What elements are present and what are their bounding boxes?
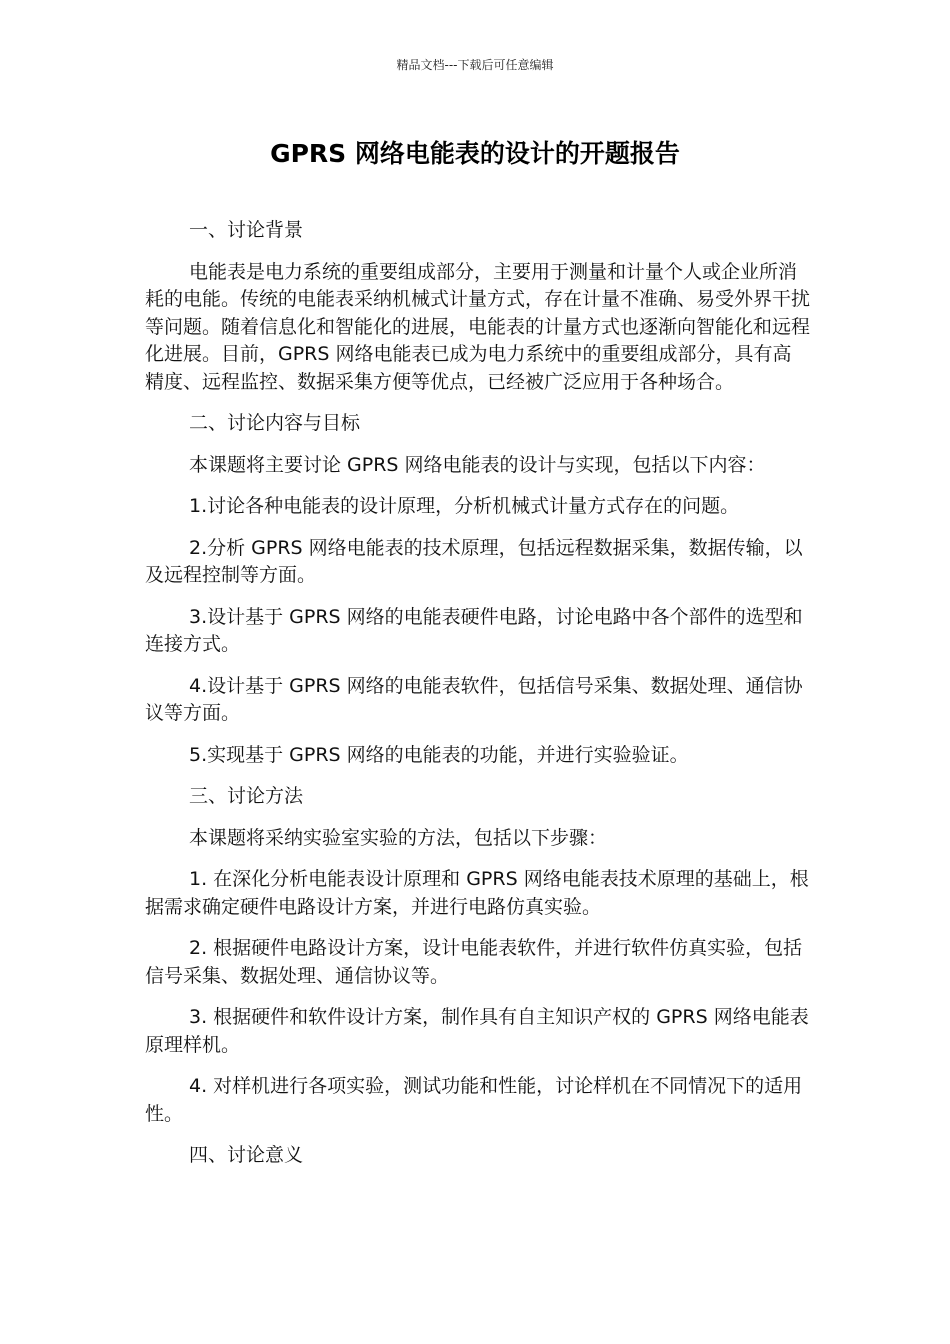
list-item-content-3: 3.设计基于 GPRS 网络的电能表硬件电路，讨论电路中各个部件的选型和连接方式。 <box>145 605 803 655</box>
list-item-content-4: 4.设计基于 GPRS 网络的电能表软件，包括信号采集、数据处理、通信协议等方面。 <box>145 674 803 724</box>
document-body <box>145 217 810 1184</box>
list-item-method-3: 3. 根据硬件和软件设计方案，制作具有自主知识产权的 GPRS 网络电能表原理样机。 <box>145 1006 809 1056</box>
paragraph-methods-intro: 本课题将采纳实验室实验的方法，包括以下步骤： <box>189 826 608 849</box>
section-heading-methods: 三、讨论方法 <box>189 785 304 807</box>
paragraph-content-intro: 本课题将主要讨论 GPRS 网络电能表的设计与实现，包括以下内容： <box>189 453 766 476</box>
list-item-method-1: 1. 在深化分析电能表设计原理和 GPRS 网络电能表技术原理的基础上，根据需求确定硬件电路设计方案，并进行电路仿真实验。 <box>145 868 809 918</box>
header-note: 精品文档---下载后可任意编辑 <box>396 58 554 72</box>
list-item-method-4: 4. 对样机进行各项实验，测试功能和性能，讨论样机在不同情况下的适用性。 <box>145 1075 803 1125</box>
document-title: GPRS 网络电能表的设计的开题报告 <box>270 139 680 168</box>
section-heading-content-goals: 二、讨论内容与目标 <box>189 412 361 434</box>
paragraph-background: 电能表是电力系统的重要组成部分，主要用于测量和计量个人或企业所消耗的电能。传统的电能表采纳机械式计量方式，存在计量不准确、易受外界干扰等问题。随着信息化和智能化的进展，电能表的计量方式也逐渐向智能化和远程化进展。目前，GPRS 网络电能表已成为电力系统中的重要组成部分，具有高精度、远程监控、数据采集方便等优点，已经被广泛应用于各种场合。 <box>145 260 811 393</box>
list-item-content-2: 2.分析 GPRS 网络电能表的技术原理，包括远程数据采集，数据传输，以及远程控制等方面。 <box>145 536 803 586</box>
list-item-method-2: 2. 根据硬件电路设计方案，设计电能表软件，并进行软件仿真实验，包括信号采集、数据处理、通信协议等。 <box>145 937 803 987</box>
list-item-content-5: 5.实现基于 GPRS 网络的电能表的功能，并进行实验验证。 <box>189 743 689 766</box>
section-heading-significance: 四、讨论意义 <box>189 1144 304 1166</box>
section-heading-background: 一、讨论背景 <box>189 219 304 241</box>
list-item-content-1: 1.讨论各种电能表的设计原理，分析机械式计量方式存在的问题。 <box>189 495 740 517</box>
